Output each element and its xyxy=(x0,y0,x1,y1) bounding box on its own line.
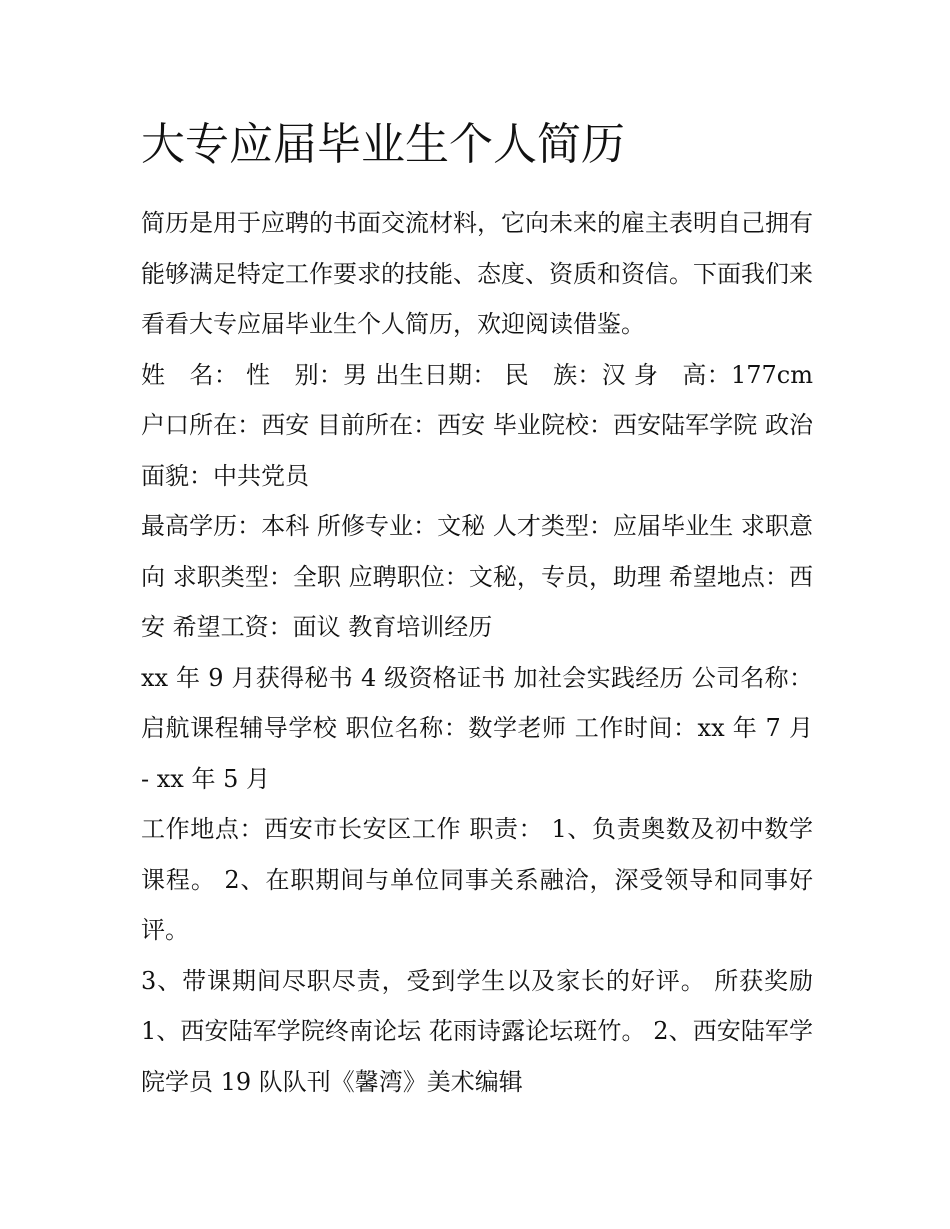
document-title: 大专应届毕业生个人简历 xyxy=(141,119,625,170)
intro-paragraph: 简历是用于应聘的书面交流材料，它向未来的雇主表明自己拥有能够满足特定工作要求的技能、态度、资质和资信。下面我们来看看大专应届毕业生个人简历，欢迎阅读借鉴。 xyxy=(141,209,813,338)
certificate-experience-paragraph: xx 年 9 月获得秘书 4 级资格证书 加社会实践经历 公司名称：启航课程辅导学校 职位名称：数学老师 工作时间：xx 年 7 月 - xx 年 5 月 xyxy=(141,663,813,793)
awards-paragraph: 3、带课期间尽职尽责，受到学生以及家长的好评。 所获奖励 1、西安陆军学院终南论坛 花雨诗露论坛斑竹。 2、西安陆军学院学员 19 队队刊《馨湾》美术编辑 xyxy=(141,966,813,1096)
document-body xyxy=(141,112,813,1107)
work-duties-paragraph: 工作地点：西安市长安区工作 职责： 1、负责奥数及初中数学课程。 2、在职期间与单位同事关系融洽，深受领导和同事好评。 xyxy=(141,815,813,944)
education-job-intent-paragraph: 最高学历：本科 所修专业：文秘 人才类型：应届毕业生 求职意向 求职类型：全职 应聘职位：文秘，专员，助理 希望地点：西安 希望工资：面议 教育培训经历 xyxy=(141,512,813,641)
personal-info-paragraph: 姓 名： 性 别：男 出生日期： 民 族：汉 身 高：177cm 户口所在：西安 目前所在：西安 毕业院校：西安陆军学院 政治面貌：中共党员 xyxy=(141,360,813,490)
